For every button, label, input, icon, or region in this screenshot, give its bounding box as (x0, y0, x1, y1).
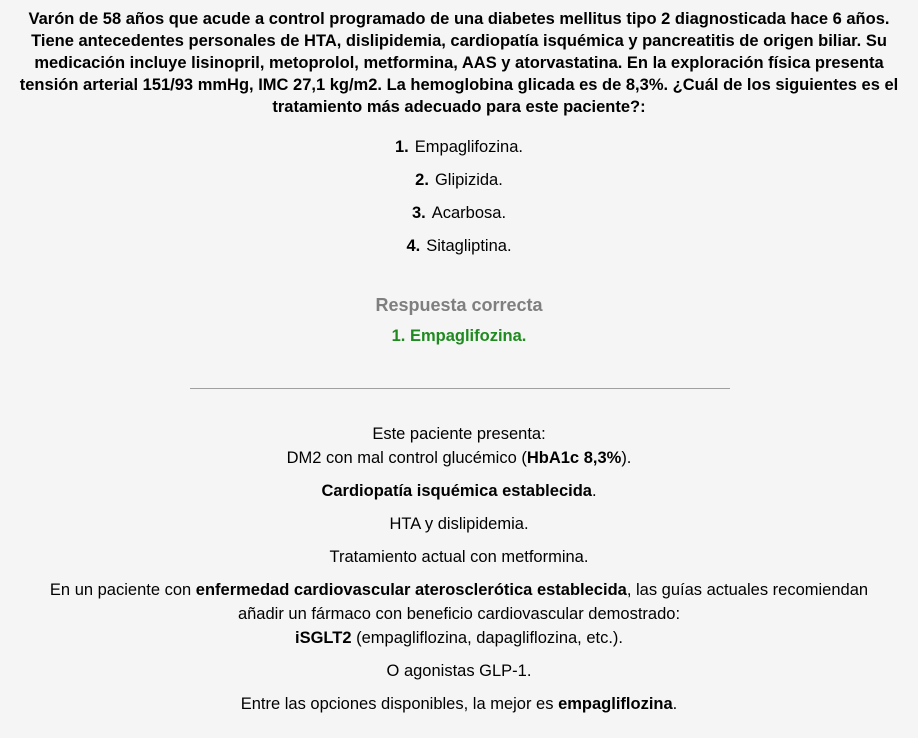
option-label: Sitagliptina. (426, 237, 512, 255)
option-4[interactable] (0, 235, 918, 268)
bold-segment: iSGLT2 (294, 629, 352, 647)
text-segment: En un paciente con (49, 581, 196, 599)
option-label: Glipizida. (434, 171, 503, 189)
explanation-line-guidelines (0, 578, 918, 602)
bold-segment: HbA1c 8,3% (526, 449, 622, 467)
explanation-intro: Este paciente presenta: (372, 425, 546, 443)
explanation-line-hta: HTA y dislipidemia. (389, 515, 529, 533)
option-number: 3. (411, 204, 426, 222)
question-text: Varón de 58 años que acude a control programado de una diabetes mellitus tipo 2 diagnosticada hace 6 años. Tiene antecedentes personales de HTA, dislipidemia, cardiopatía isquémica y pancreatitis de origen biliar. Su medicación incluye lisinopril, metoprolol, metformina, AAS y atorvastatina. En la exploración física presenta tensión arterial 151/93 mmHg, IMC 27,1 kg/m2. La hemoglobina glicada es de 8,3%. ¿Cuál de los siguientes es el tratamiento más adecuado para este paciente?: (19, 10, 899, 116)
text-segment: DM2 con mal control glucémico ( (286, 449, 527, 467)
option-1[interactable] (0, 136, 918, 169)
explanation-line-isglt2 (0, 626, 918, 650)
explanation-line-glp1: O agonistas GLP-1. (386, 662, 532, 680)
explanation-line-add-drug: añadir un fármaco con beneficio cardiovascular demostrado: (237, 605, 681, 623)
option-label: Acarbosa. (431, 204, 507, 222)
explanation-line-metformina: Tratamiento actual con metformina. (329, 548, 589, 566)
correct-answer: 1. Empaglifozina. (391, 327, 527, 345)
option-2[interactable] (0, 169, 918, 202)
text-segment: . (591, 482, 597, 500)
bold-segment: enfermedad cardiovascular aterosclerótica establecida (195, 581, 627, 599)
explanation-line-conclusion (0, 692, 918, 716)
option-label: Empaglifozina. (414, 138, 523, 156)
options-list (0, 136, 918, 268)
text-segment: (empagliflozina, dapagliflozina, etc.). (351, 629, 624, 647)
bold-segment: empagliflozina (558, 695, 673, 713)
explanation (0, 422, 918, 716)
bold-segment: Cardiopatía isquémica establecida (321, 482, 592, 500)
text-segment: , las guías actuales recomiendan (626, 581, 869, 599)
divider (190, 388, 730, 389)
option-number: 4. (406, 237, 421, 255)
option-3[interactable] (0, 202, 918, 235)
text-segment: . (672, 695, 678, 713)
text-segment: ). (621, 449, 632, 467)
text-segment: Entre las opciones disponibles, la mejor es (240, 695, 559, 713)
option-number: 2. (415, 171, 429, 189)
explanation-line-hba1c (0, 446, 918, 470)
answer-heading: Respuesta correcta (375, 295, 543, 315)
explanation-line-cardiopatia (0, 479, 918, 503)
option-number: 1. (395, 138, 409, 156)
